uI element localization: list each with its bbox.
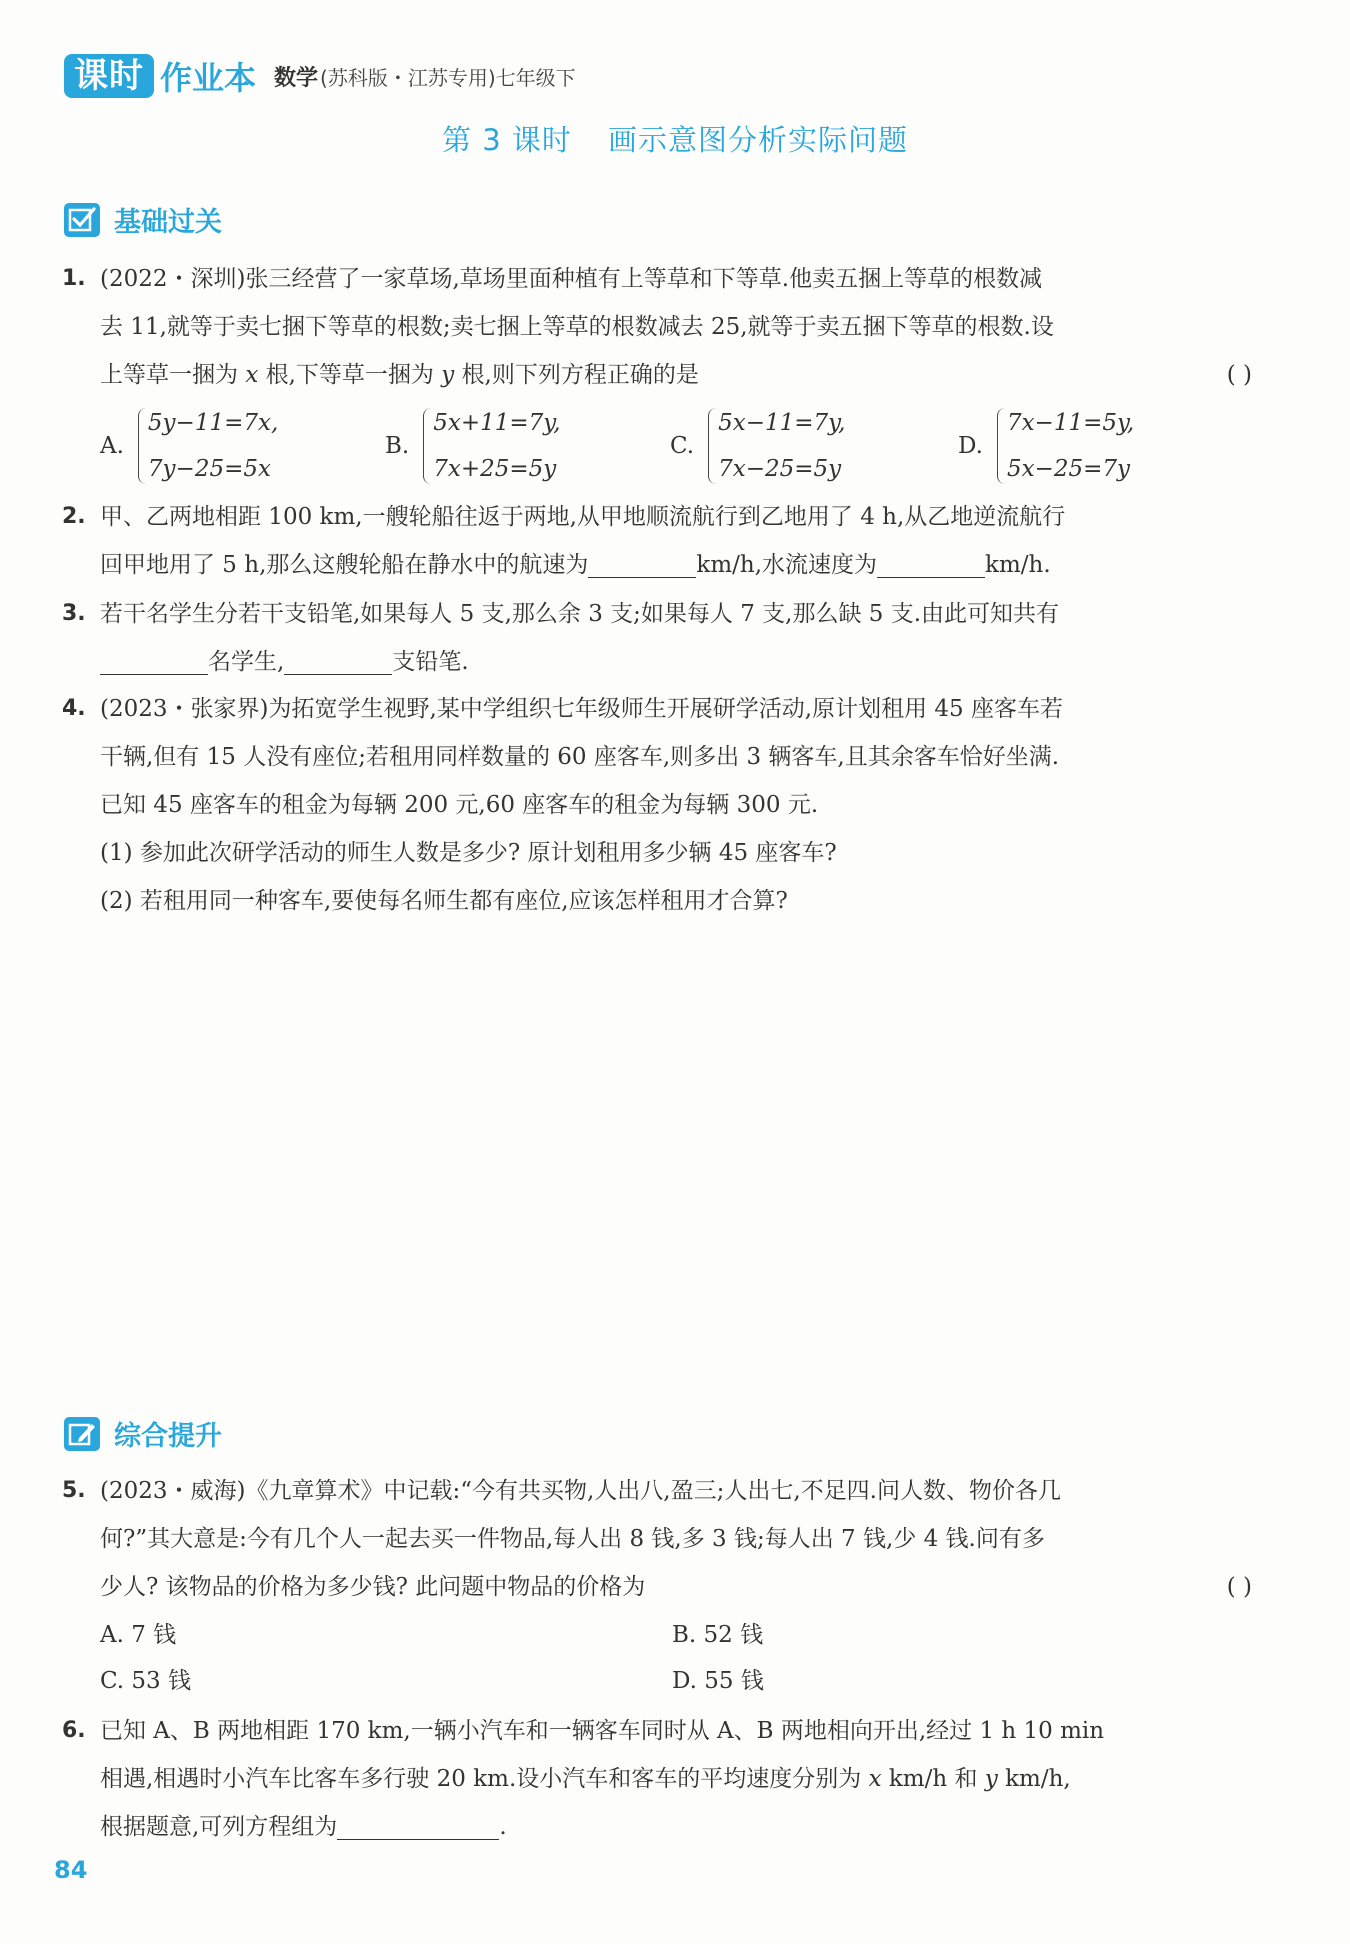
q1-line1: (2022・深圳)张三经营了一家草场,草场里面种植有上等草和下等草.他卖五捆上等草的根数减 [100, 266, 1043, 292]
answer-blank[interactable] [337, 1809, 499, 1840]
q5-line1: (2023・威海)《九章算术》中记载:“今有共买物,人出八,盈三;人出七,不足四.问人数、物价各几 [100, 1478, 1061, 1504]
q1-options [100, 398, 1260, 494]
book-detail: (苏科版・江苏专用)七年级下 [320, 65, 576, 90]
lesson-name: 画示意图分析实际问题 [607, 123, 908, 157]
section-advanced [64, 1414, 222, 1453]
answer-blank[interactable] [284, 644, 392, 675]
question-number: 4. [62, 696, 86, 721]
q5-line3: 少人? 该物品的价格为多少钱? 此问题中物品的价格为 ( ) [100, 1563, 1252, 1611]
book-header [64, 52, 576, 100]
section-advanced-title: 综合提升 [114, 1421, 222, 1452]
answer-paren[interactable]: ( ) [1226, 1574, 1252, 1600]
q6-line3: 根据题意,可列方程组为 . [100, 1803, 1252, 1851]
q6-line1: 已知 A、B 两地相距 170 km,一辆小汽车和一辆客车同时从 A、B 两地相向开出,经过 1 h 10 min [100, 1718, 1105, 1744]
q2-line2: 回甲地用了 5 h,那么这艘轮船在静水中的航速为 km/h,水流速度为 km/h. [100, 541, 1252, 589]
equation-system: 7x−11=5y, 5x−25=7y [997, 400, 1134, 492]
logo-text: 作业本 [160, 59, 257, 97]
equation-system: 5x−11=7y, 7x−25=5y [708, 400, 845, 492]
page-number: 84 [54, 1856, 88, 1884]
question-number: 1. [62, 266, 86, 291]
equation-system: 5y−11=7x, 7y−25=5x [138, 400, 278, 492]
option-b[interactable]: B. 52 钱 [672, 1622, 764, 1648]
q1-line3: 上等草一捆为 x 根,下等草一捆为 y 根,则下列方程正确的是 ( ) [100, 351, 1252, 399]
question-number: 5. [62, 1478, 86, 1503]
answer-blank[interactable] [877, 547, 985, 578]
q4-line1: (2023・张家界)为拓宽学生视野,某中学组织七年级师生开展研学活动,原计划租用 45 座客车若 [100, 696, 1063, 722]
option-c[interactable]: C. 53 钱 [100, 1668, 191, 1694]
option-b[interactable]: B. 5x+11=7y, 7x+25=5y [385, 398, 561, 494]
q4-line3: 已知 45 座客车的租金为每辆 200 元,60 座客车的租金为每辆 300 元. [100, 792, 819, 818]
equation-system: 5x+11=7y, 7x+25=5y [423, 400, 560, 492]
var-y: y [984, 1766, 998, 1792]
q1-line2: 去 11,就等于卖七捆下等草的根数;卖七捆上等草的根数减去 25,就等于卖五捆下等草的根数.设 [100, 314, 1054, 340]
lesson-number: 第 3 课时 [442, 123, 572, 157]
q6-line2: 相遇,相遇时小汽车比客车多行驶 20 km.设小汽车和客车的平均速度分别为 x km/h 和 y km/h, [100, 1766, 1071, 1792]
q4-line2: 干辆,但有 15 人没有座位;若租用同样数量的 60 座客车,则多出 3 辆客车,且其余客车恰好坐满. [100, 744, 1060, 770]
question-number: 6. [62, 1718, 86, 1743]
option-d[interactable]: D. 55 钱 [672, 1668, 764, 1694]
q3-line1: 若干名学生分若干支铅笔,如果每人 5 支,那么余 3 支;如果每人 7 支,那么缺 5 支.由此可知共有 [100, 601, 1060, 627]
answer-paren[interactable]: ( ) [1226, 362, 1252, 388]
q5-line2: 何?”其大意是:今有几个人一起去买一件物品,每人出 8 钱,多 3 钱;每人出 7 钱,少 4 钱.问有多 [100, 1526, 1045, 1552]
question-5 [62, 1467, 1252, 1611]
pencil-icon [64, 1417, 100, 1451]
option-d[interactable]: D. 7x−11=5y, 5x−25=7y [958, 398, 1134, 494]
q4-sub1: (1) 参加此次研学活动的师生人数是多少? 原计划租用多少辆 45 座客车? [100, 840, 837, 866]
question-number: 2. [62, 504, 86, 529]
question-2 [62, 493, 1252, 589]
question-3 [62, 590, 1252, 686]
section-basic-title: 基础过关 [114, 207, 222, 238]
book-subject: 数学 [274, 65, 319, 91]
option-a[interactable]: A. 7 钱 [100, 1622, 177, 1648]
answer-blank[interactable] [588, 547, 696, 578]
question-6 [62, 1707, 1252, 1851]
lesson-title [0, 118, 1350, 159]
section-basic [64, 200, 222, 239]
var-x: x [245, 362, 259, 388]
q2-line1: 甲、乙两地相距 100 km,一艘轮船往返于两地,从甲地顺流航行到乙地用了 4 h,从乙地逆流航行 [100, 504, 1066, 530]
question-number: 3. [62, 601, 86, 626]
option-a[interactable]: A. 5y−11=7x, 7y−25=5x [100, 398, 278, 494]
q4-sub2: (2) 若租用同一种客车,要使每名师生都有座位,应该怎样租用才合算? [100, 888, 788, 914]
var-x: x [868, 1766, 882, 1792]
var-y: y [441, 362, 455, 388]
logo-box: 课时 [64, 54, 154, 98]
option-c[interactable]: C. 5x−11=7y, 7x−25=5y [670, 398, 845, 494]
answer-blank[interactable] [100, 644, 208, 675]
question-4 [62, 685, 1252, 829]
checkbox-icon [64, 203, 100, 237]
q3-line2: 名学生, 支铅笔. [100, 638, 1252, 686]
question-1 [62, 255, 1252, 399]
